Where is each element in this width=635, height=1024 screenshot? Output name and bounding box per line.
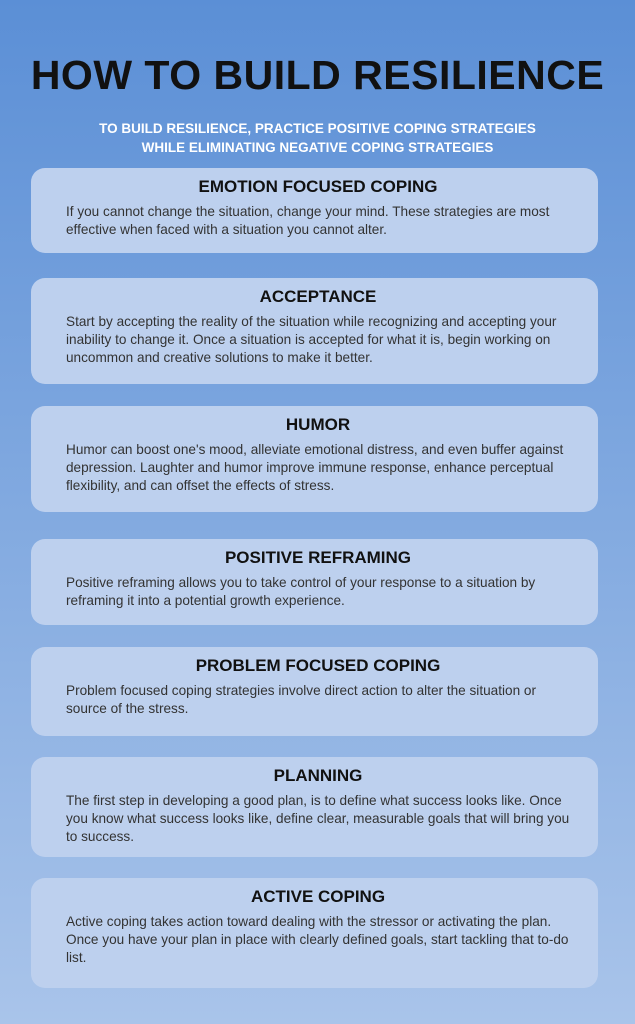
card-title: PLANNING — [273, 766, 363, 785]
card-title: EMOTION FOCUSED COPING — [198, 177, 438, 196]
card-body: Start by accepting the reality of the situation while recognizing and accepting your inability to change it. Once a situation is accepted for what it is, begin working on uncommon and creative solutions to make it better. — [66, 314, 557, 365]
card-body: Problem focused coping strategies involve direct action to alter the situation or source of the stress. — [66, 683, 536, 716]
card-emotion-focused-coping — [31, 168, 598, 253]
card-body: The first step in developing a good plan, is to define what success looks like. Once you know what success looks like, define clear, measurable goals that will bring you to success. — [66, 793, 570, 844]
card-active-coping — [31, 878, 598, 988]
subtitle-line-1: TO BUILD RESILIENCE, PRACTICE POSITIVE COPING STRATEGIES — [99, 121, 536, 136]
card-planning — [31, 757, 598, 857]
page-title: HOW TO BUILD RESILIENCE — [30, 52, 605, 98]
card-title: POSITIVE REFRAMING — [224, 548, 412, 567]
subtitle-line-2: WHILE ELIMINATING NEGATIVE COPING STRATEGIES — [141, 140, 494, 155]
card-acceptance — [31, 278, 598, 384]
card-body: Humor can boost one's mood, alleviate emotional distress, and even buffer against depression. Laughter and humor improve immune response, enhance perceptual flexibility, and can offset the effects of stress. — [66, 442, 564, 493]
card-problem-focused-coping — [31, 647, 598, 736]
card-title: PROBLEM FOCUSED COPING — [195, 656, 441, 675]
card-body: If you cannot change the situation, change your mind. These strategies are most effective when faced with a situation you cannot alter. — [66, 204, 550, 237]
card-title: ACCEPTANCE — [259, 287, 377, 306]
card-title: HUMOR — [285, 415, 351, 434]
page-subtitle — [0, 119, 635, 157]
card-body: Active coping takes action toward dealing with the stressor or activating the plan. Once you have your plan in place with clearly defined goals, start tackling that to-do list. — [66, 914, 569, 965]
card-humor — [31, 406, 598, 512]
card-positive-reframing — [31, 539, 598, 625]
card-body: Positive reframing allows you to take control of your response to a situation by reframing it into a potential growth experience. — [66, 575, 536, 608]
card-title: ACTIVE COPING — [250, 887, 386, 906]
